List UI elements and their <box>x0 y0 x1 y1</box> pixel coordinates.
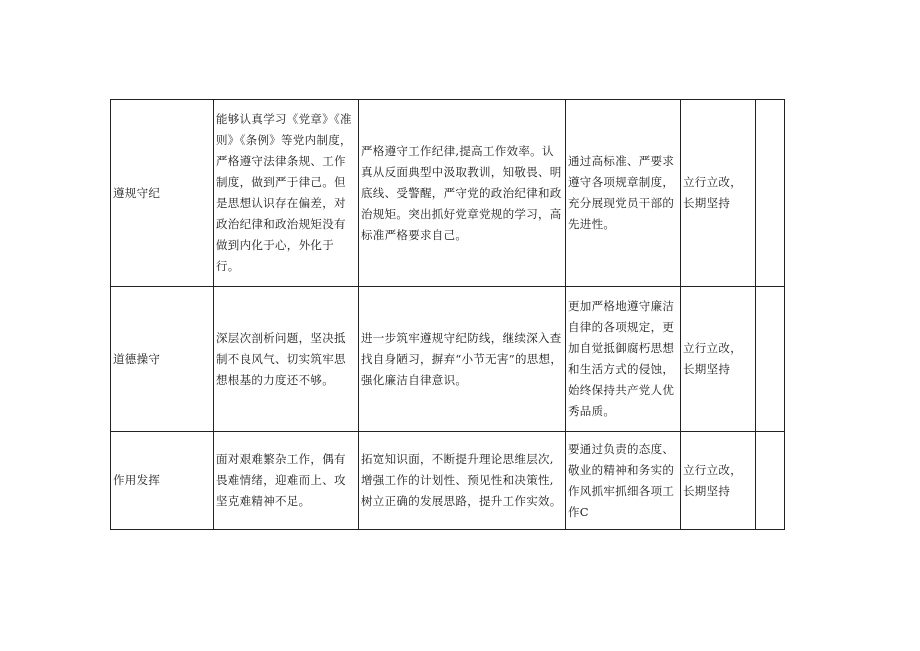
goal-cell: 通过高标准、严要求遵守各项规章制度，充分展现党员干部的先进性。 <box>566 100 681 287</box>
note-cell <box>756 287 785 432</box>
problem-cell: 深层次剖析问题，坚决抵制不良风气、切实筑牢思想根基的力度还不够。 <box>214 287 359 432</box>
category-cell: 作用发挥 <box>111 432 214 530</box>
problem-cell: 能够认真学习《党章》《准则》《条例》等党内制度，严格遵守法律条规、工作制度，做到严于律己。但是思想认识存在偏差，对政治纪律和政治规矩没有做到内化于心，外化于行。 <box>214 100 359 287</box>
category-cell: 遵规守纪 <box>111 100 214 287</box>
goal-cell: 要通过负责的态度、敬业的精神和务实的作风抓牢抓细各项工作C <box>566 432 681 530</box>
deadline-cell: 立行立改，长期坚持 <box>681 287 756 432</box>
measures-cell: 拓宽知识面，不断提升理论思维层次,增强工作的计划性、预见性和决策性,树立正确的发展思路，提升工作实效。 <box>359 432 566 530</box>
measures-cell: 进一步筑牢遵规守纪防线，继续深入查找自身陋习，摒弃“小节无害”的思想，强化廉洁自律意识。 <box>359 287 566 432</box>
deadline-cell: 立行立改，长期坚持 <box>681 100 756 287</box>
note-cell <box>756 100 785 287</box>
goal-cell: 更加严格地遵守廉洁自律的各项规定，更加自觉抵御腐朽思想和生活方式的侵蚀，始终保持共产党人优秀品质。 <box>566 287 681 432</box>
deadline-cell: 立行立改，长期坚持 <box>681 432 756 530</box>
category-cell: 道德操守 <box>111 287 214 432</box>
table-row <box>111 100 785 287</box>
table-row <box>111 287 785 432</box>
problem-cell: 面对艰难繁杂工作，偶有畏难情绪，迎难而上、攻坚克难精神不足。 <box>214 432 359 530</box>
rectification-table <box>110 99 785 530</box>
note-cell <box>756 432 785 530</box>
measures-cell: 严格遵守工作纪律,提高工作效率。认真从反面典型中汲取教训，知敬畏、明底线、受警醒，严守党的政治纪律和政治规矩。突出抓好党章党规的学习，高标准严格要求自己。 <box>359 100 566 287</box>
table-row <box>111 432 785 530</box>
